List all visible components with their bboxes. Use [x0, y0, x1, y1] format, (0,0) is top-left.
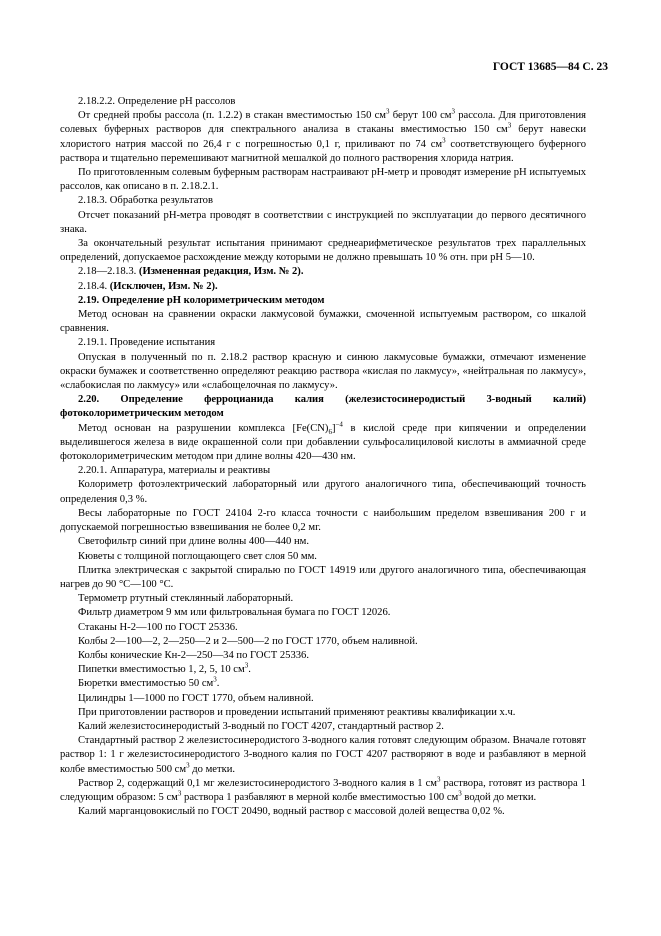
paragraph: Колбы конические Кн-2—250—34 по ГОСТ 25336. [78, 649, 309, 661]
paragraph: Пипетки вместимостью 1, 2, 5, 10 $см^3$. [78, 661, 251, 676]
paragraph: 2.20. Определение ферроцианида калия (железистосинеродистый 3-водный калий) фотоколориметрическим методом [60, 394, 586, 420]
paragraph: Колбы 2—100—2, 2—250—2 и 2—500—2 по ГОСТ 1770, объем наливной. [78, 635, 418, 647]
paragraph: Колориметр фотоэлектрический лабораторный или другого аналогичного типа, обеспечивающий точность определения 0,3 %. [60, 479, 586, 505]
paragraph: Термометр ртутный стеклянный лабораторный. [78, 593, 294, 605]
paragraph: 2.18.4. (Исключен, Изм. № 2). [78, 280, 218, 292]
paragraph: Светофильтр синий при длине волны 400—440 нм. [78, 536, 309, 548]
paragraph: Цилиндры 1—1000 по ГОСТ 1770, объем наливной. [78, 692, 314, 704]
paragraph: Фильтр диаметром 9 мм или фильтровальная бумага по ГОСТ 12026. [78, 607, 391, 619]
paragraph: 2.18.3. Обработка результатов [78, 195, 213, 207]
page-header: ГОСТ 13685—84 С. 23 [492, 61, 608, 73]
paragraph: Метод основан на разрушении комплекса $[Fe(CN)_6]^{-4}$ в кислой среде при кипячении и определении выделившегося железа в виде окрашенной соли при добавлении сульфосалициловой кислоты в аммиачной среде фотоколориметрическим методом при длине волны 420—430 нм. [60, 420, 586, 463]
paragraph: Плитка электрическая с закрытой спиралью по ГОСТ 14919 или другого аналогичного типа, обеспечивающая нагрев до 90 °С—100 °С. [60, 564, 586, 590]
paragraph: 2.18.2.2. Определение pH рассолов [78, 96, 236, 107]
document-body [60, 95, 586, 819]
paragraph: От средней пробы рассола (п. 1.2.2) в стакан вместимостью 150 $см^3$ берут 100 $см^3$ рассола. Для приготовления солевых буферных растворов для спектрального анализа в стаканы вместимостью 150 $см^3$ берут навески хлористого натрия массой по 26,4 г с погрешностью 0,1 г, приливают по 74 $см^3$ соответствующего буферного раствора и тщательно перемешивают магнитной мешалкой до полного растворения хлорида натрия. [60, 107, 586, 164]
paragraph: Опуская в полученный по п. 2.18.2 раствор красную и синюю лакмусовые бумажки, отмечают изменение окраски бумажек и соответственно определяют реакцию раствора «кислая по лакмусу», «нейтральная по лакмусу», «слабокислая по лакмусу» или «слабощелочная по лакмусу». [60, 351, 586, 392]
paragraph: Калий железистосинеродистый 3-водный по ГОСТ 4207, стандартный раствор 2. [78, 720, 444, 732]
paragraph: Весы лабораторные по ГОСТ 24104 2-го класса точности с наибольшим пределом взвешивания 200 г и допускаемой погрешностью взвешивания не более 0,2 мг. [60, 507, 586, 534]
paragraph: Метод основан на сравнении окраски лакмусовой бумажки, смоченной испытуемым раствором, со шкалой сравнения. [60, 309, 586, 335]
paragraph: Раствор 2, содержащий 0,1 мг железистосинеродистого 3-водного калия в 1 $см^3$ раствора, готовят из раствора 1 следующим образом: 5 $см^3$ раствора 1 разбавляют в мерной колбе вместимостью 100 $см^3$ водой до метки. [60, 775, 586, 803]
paragraph: Стаканы Н-2—100 по ГОСТ 25336. [78, 621, 238, 633]
paragraph: По приготовленным солевым буферным растворам настраивают pH-метр и проводят измерение pH испытуемых рассолов, как описано в п. 2.18.2.1. [60, 167, 586, 193]
paragraph: За окончательный результат испытания принимают среднеарифметическое результатов трех параллельных определений, допускаемое расхождение между которыми не должно превышать 10 % отн. при pH 5—10. [60, 238, 586, 264]
paragraph: Отсчет показаний pH-метра проводят в соответствии с инструкцией по эксплуатации до первого десятичного знака. [60, 209, 586, 235]
paragraph: 2.19.1. Проведение испытания [78, 337, 216, 349]
paragraph: Бюретки вместимостью 50 $см^3$. [78, 675, 220, 690]
paragraph: Калий марганцовокислый по ГОСТ 20490, водный раствор с массовой долей вещества 0,02 %. [78, 806, 505, 818]
paragraph: 2.19. Определение pH колориметрическим методом [78, 294, 325, 306]
paragraph: 2.20.1. Аппаратура, материалы и реактивы [78, 465, 271, 477]
paragraph: При приготовлении растворов и проведении испытаний применяют реактивы квалификации х.ч. [78, 706, 516, 718]
paragraph: 2.18—2.18.3. (Измененная редакция, Изм. № 2). [78, 266, 304, 278]
paragraph: Кюветы с толщиной поглощающего свет слоя 50 мм. [78, 550, 317, 562]
paragraph: Стандартный раствор 2 железистосинеродистого 3-водного калия готовят следующим образом. Вначале готовят раствор 1: 1 г железистосинеродистого 3-водного калия по ГОСТ 4207 растворяют в воде и разбавляют в мерной колбе вместимостью 500 $см^3$ до метки. [60, 735, 586, 775]
